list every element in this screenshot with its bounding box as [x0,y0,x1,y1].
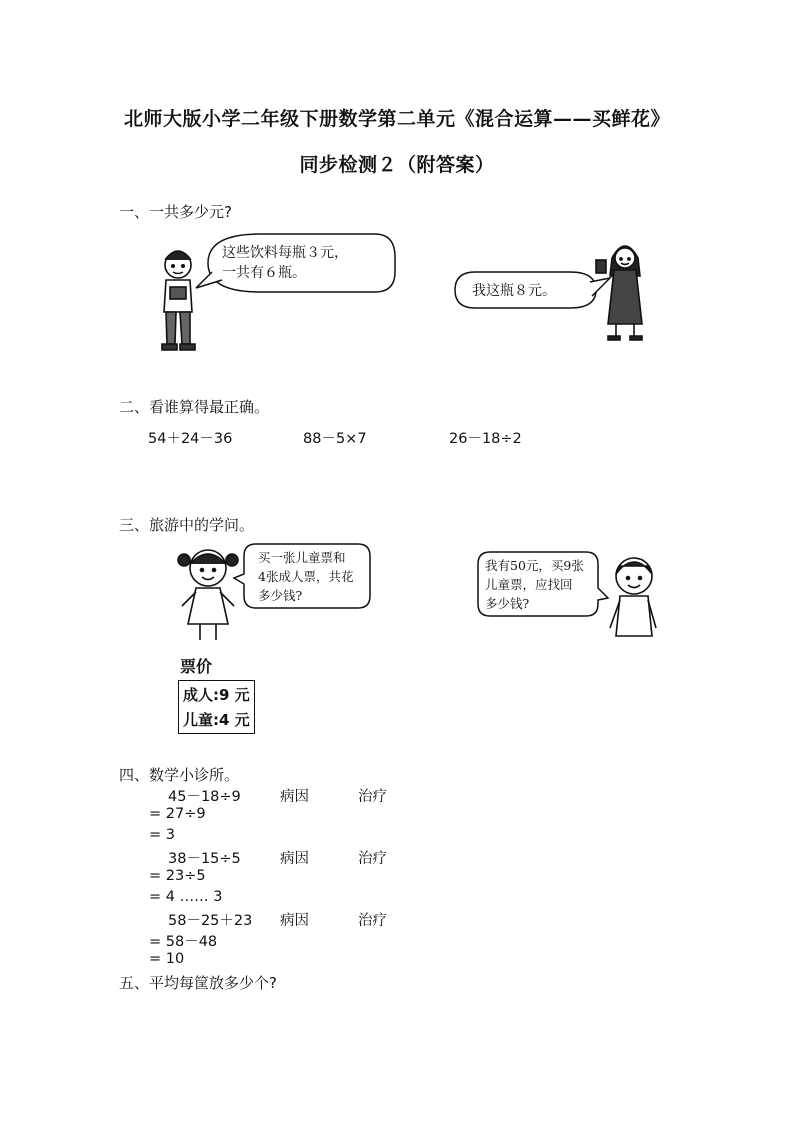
section-1-heading: 一、一共多少元? [119,203,232,221]
problem-3-step-1: = 58－48 [149,934,218,950]
boy-question-line-3: 多少钱? [485,596,530,611]
problem-2-step-2: = 4 …… 3 [149,889,223,905]
problem-1-step-2: = 3 [149,827,175,843]
problem-1-expression: 45－18÷9 [168,789,241,805]
girl-with-pigtails-figure [178,550,238,640]
boy-question-line-1: 我有50元，买9张 [485,558,584,573]
section-4-heading: 四、数学小诊所。 [119,766,240,784]
problem-1-cure-label: 治疗 [358,789,387,805]
boy-figure-2 [610,558,656,636]
problem-2-step-1: = 23÷5 [149,868,206,884]
boy-speech-line-1: 这些饮料每瓶３元， [222,245,348,261]
ticket-price-box [178,680,255,734]
girl-question-line-1: 买一张儿童票和 [258,550,346,565]
girl-figure [596,246,642,340]
price-adult: 成人:9 元 [183,686,250,704]
girl-speech: 我这瓶８元。 [472,283,556,299]
problem-2-cause-label: 病因 [280,851,309,867]
page-title: 北师大版小学二年级下册数学第二单元《混合运算——买鲜花》 [123,108,670,130]
boy-speech-line-2: 一共有６瓶。 [222,265,306,281]
page-subtitle: 同步检测２（附答案） [299,154,495,176]
expression-3: 26－18÷2 [449,431,522,447]
expression-2: 88－5×7 [303,431,367,447]
problem-2-cure-label: 治疗 [358,851,387,867]
problem-3-cause-label: 病因 [280,913,309,929]
ticket-price-title: 票价 [180,657,213,676]
girl-question-line-3: 多少钱? [258,588,303,603]
girl-question-line-2: 4张成人票，共花 [258,569,354,584]
section-3-heading: 三、旅游中的学问。 [119,516,255,534]
problem-3-cure-label: 治疗 [358,913,387,929]
section-2-heading: 二、看谁算得最正确。 [119,398,270,416]
boy-question-line-2: 儿童票，应找回 [485,577,573,592]
price-child: 儿童:4 元 [183,711,250,729]
problem-3-step-2: = 10 [149,951,185,967]
expression-1: 54＋24－36 [148,431,233,447]
problem-3-expression: 58－25＋23 [168,913,253,929]
problem-1-cause-label: 病因 [280,789,309,805]
problem-1-step-1: = 27÷9 [149,806,206,822]
section-5-heading: 五、平均每筐放多少个? [119,974,277,992]
section-3-illustration [176,540,676,650]
problem-2-expression: 38－15÷5 [168,851,241,867]
boy-figure [162,251,195,350]
